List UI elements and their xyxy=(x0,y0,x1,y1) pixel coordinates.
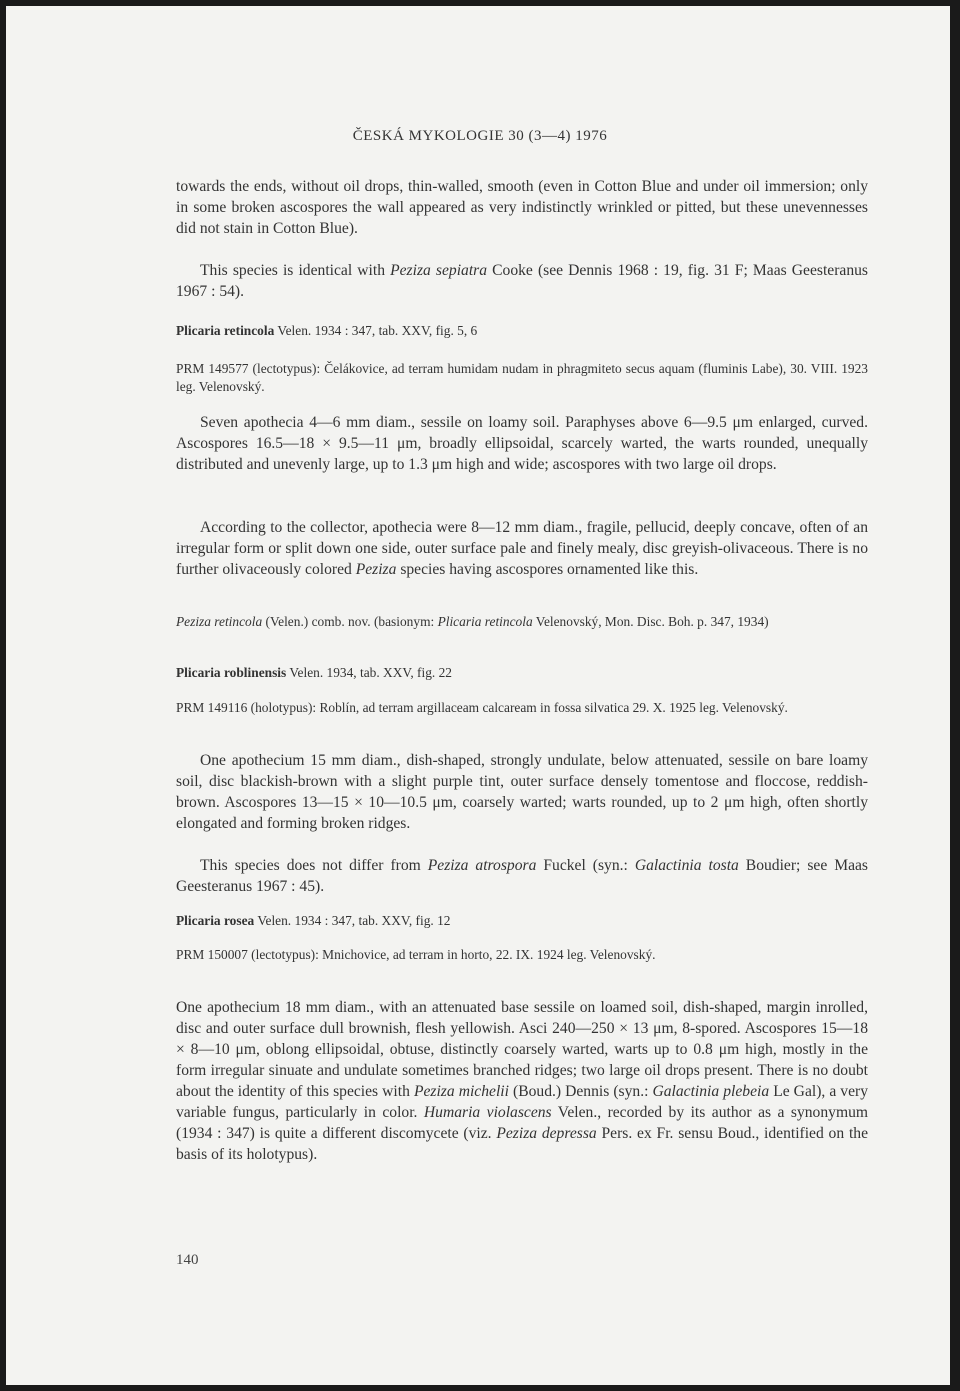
taxon-name: Peziza xyxy=(355,561,397,578)
taxon-name: Galactinia plebeia xyxy=(652,1083,770,1100)
text-run: Cooke (see Dennis 1968 : 19, fig. 31 F; Maas Geesteranus 1967 : 54). xyxy=(176,262,868,300)
text-run: species having ascospores ornamented like this. xyxy=(396,561,699,578)
body-text xyxy=(176,517,868,580)
specimen-record xyxy=(176,946,868,964)
combination-text xyxy=(176,613,868,631)
taxon-heading-citation: Velen. 1934 : 347, tab. XXV, fig. 12 xyxy=(254,913,451,928)
new-combination xyxy=(176,613,868,631)
text-run: Pers. ex Fr. sensu Boud., identified on the basis of its holotypus). xyxy=(176,1125,868,1163)
taxon-name: Galactinia tosta xyxy=(634,857,739,874)
text-run: (Velen.) comb. nov. (basionym: xyxy=(262,614,438,629)
taxon-name: Peziza michelii xyxy=(413,1083,509,1100)
taxon-name: Peziza atrospora xyxy=(427,857,537,874)
taxon-heading-citation: Velen. 1934 : 347, tab. XXV, fig. 5, 6 xyxy=(274,323,478,338)
specimen-text: PRM 149577 (lectotypus): Čelákovice, ad terram humidam nudam in phragmiteto secus aquam (fluminis Labe), 30. VIII. 1923 leg. Velenovský. xyxy=(176,361,868,394)
specimen-record xyxy=(176,699,868,717)
paragraph-continuation xyxy=(176,176,868,239)
paragraph-identity xyxy=(176,260,868,302)
taxon-heading xyxy=(176,912,868,930)
body-text xyxy=(176,855,868,897)
body-text-identity xyxy=(176,260,868,302)
text-run: Le Gal), a very variable fungus, particularly in color. xyxy=(176,1083,869,1121)
running-header: ČESKÁ MYKOLOGIE 30 (3—4) 1976 xyxy=(352,128,608,144)
text-run: This species is identical with xyxy=(200,262,391,279)
text-run: Fuckel (syn.: xyxy=(536,857,635,874)
taxon-heading xyxy=(176,664,868,682)
specimen-record xyxy=(176,360,868,396)
taxon-heading-name: Plicaria rosea xyxy=(176,913,255,928)
taxon-heading xyxy=(176,322,868,340)
body-text: towards the ends, without oil drops, thin-walled, smooth (even in Cotton Blue and under oil immersion; only in some broken ascospores the wall appeared as very indistinctly wrinkled or pitted, but these unevennesses did not stain in Cotton Blue). xyxy=(176,178,868,237)
text-run: Boudier; see Maas Geesteranus 1967 : 45). xyxy=(176,857,868,895)
body-text: Seven apothecia 4—6 mm diam., sessile on loamy soil. Paraphyses above 6—9.5 μm enlarged, curved. Ascospores 16.5—18 × 9.5—11 μm, broadly ellipsoidal, scarcely warted, the warts rounded, unequally distributed and unevenly large, up to 1.3 μm high and wide; ascospores with two large oil drops. xyxy=(176,414,868,473)
specimen-text: PRM 150007 (lectotypus): Mnichovice, ad terram in horto, 22. IX. 1924 leg. Velenovský. xyxy=(176,947,656,962)
body-text xyxy=(176,997,868,1165)
description-paragraph xyxy=(176,997,868,1165)
taxon-name: Peziza depressa xyxy=(496,1125,597,1142)
taxon-heading-name: Plicaria roblinensis xyxy=(176,665,287,680)
specimen-text: PRM 149116 (holotypus): Roblín, ad terram argillaceam calcaream in fossa silvatica 29. X. 1925 leg. Velenovský. xyxy=(176,700,788,715)
collector-paragraph xyxy=(176,517,868,580)
text-run: (Boud.) Dennis (syn.: xyxy=(508,1083,653,1100)
taxon-name: Plicaria retincola xyxy=(437,614,533,629)
taxon-name: Peziza retincola xyxy=(176,614,263,629)
text-run: Velenovský, Mon. Disc. Boh. p. 347, 1934) xyxy=(532,614,769,629)
page-number: 140 xyxy=(176,1252,199,1268)
body-text: One apothecium 15 mm diam., dish-shaped, strongly undulate, below attenuated, sessile on bare loamy soil, disc blackish-brown with a slight purple tint, outer surface densely tomentose and floccose, reddish-brown. Ascospores 13—15 × 10—10.5 μm, coarsely warted; warts rounded, up to 2 μm high, often shortly elongated and forming broken ridges. xyxy=(176,752,868,832)
text-run: Velen., recorded by its author as a synonymum (1934 : 347) is quite a different discomycete (viz. xyxy=(176,1104,868,1142)
taxon-heading-name: Plicaria retincola xyxy=(176,323,275,338)
taxon-name: Peziza sepiatra xyxy=(390,262,488,279)
text-run: This species does not differ from xyxy=(200,857,428,874)
taxon-name: Humaria violascens xyxy=(423,1104,552,1121)
text-run: According to the collector, apothecia were 8—12 mm diam., fragile, pellucid, deeply concave, often of an irregular form or split down one side, outer surface pale and finely mealy, disc greyish-olivaceous. There is no further olivaceously colored xyxy=(176,519,868,578)
description-paragraph xyxy=(176,412,868,475)
synonymy-paragraph xyxy=(176,855,868,897)
taxon-heading-citation: Velen. 1934, tab. XXV, fig. 22 xyxy=(286,665,452,680)
description-paragraph xyxy=(176,750,868,834)
text-run: One apothecium 18 mm diam., with an attenuated base sessile on loamed soil, dish-shaped, margin inrolled, disc and outer surface dull brownish, flesh yellowish. Asci 240—250 × 13 μm, 8-spored. Ascospores 15—18 × 8—10 μm, oblong ellipsoidal, obtuse, distinctly coarsely warted, warts up to 0.8 μm high, mostly in the form irregular sinuate and undulate sometimes branched ridges; two large oil drops present. There is no doubt about the identity of this species with xyxy=(176,999,868,1100)
